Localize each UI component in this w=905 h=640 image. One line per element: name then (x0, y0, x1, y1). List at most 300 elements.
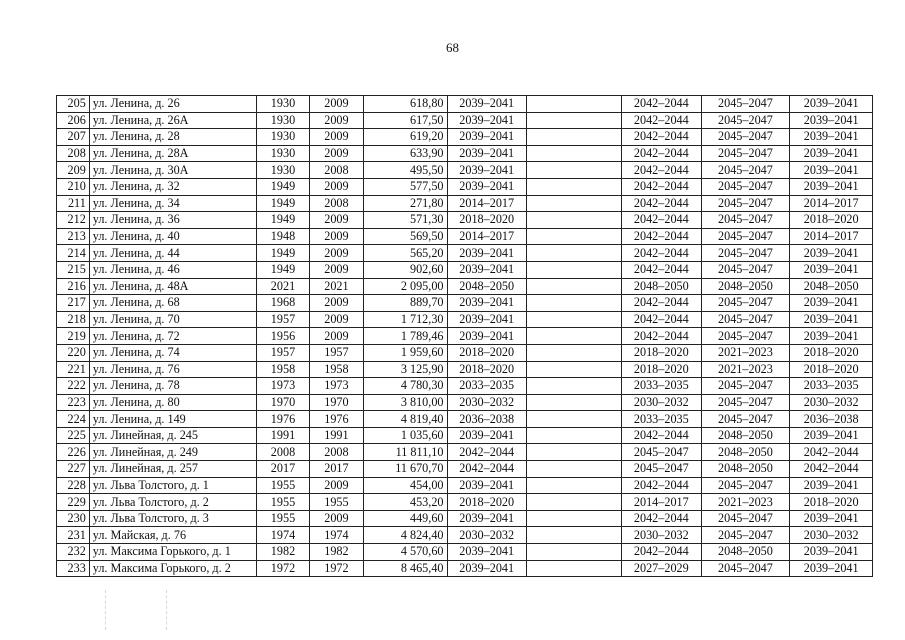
cell-address: ул. Ленина, д. 46 (89, 261, 256, 278)
table-row (57, 96, 873, 113)
cell-period-5: 2030–2032 (790, 527, 873, 544)
cell-area: 1 035,60 (363, 427, 447, 444)
cell-year-overhaul: 2009 (309, 295, 363, 312)
cell-row-number: 219 (57, 328, 90, 345)
cell-address: ул. Льва Толстого, д. 3 (89, 510, 256, 527)
cell-year-overhaul: 2008 (309, 444, 363, 461)
cell-address: ул. Линейная, д. 249 (89, 444, 256, 461)
cell-year-built: 1955 (257, 510, 310, 527)
cell-address: ул. Ленина, д. 34 (89, 195, 256, 212)
cell-address: ул. Максима Горького, д. 1 (89, 544, 256, 561)
cell-year-overhaul: 2009 (309, 328, 363, 345)
cell-period-1: 2039–2041 (447, 145, 526, 162)
cell-address: ул. Ленина, д. 26А (89, 112, 256, 129)
cell-area: 1 789,46 (363, 328, 447, 345)
cell-area: 11 811,10 (363, 444, 447, 461)
cell-period-1: 2039–2041 (447, 96, 526, 113)
table-row (57, 427, 873, 444)
cell-year-overhaul: 2009 (309, 178, 363, 195)
cell-area: 889,70 (363, 295, 447, 312)
cell-year-built: 1930 (257, 145, 310, 162)
table-row (57, 544, 873, 561)
cell-period-1: 2014–2017 (447, 195, 526, 212)
table-row (57, 444, 873, 461)
cell-period-5: 2039–2041 (790, 427, 873, 444)
cell-period-3: 2045–2047 (622, 444, 701, 461)
cell-period-3: 2027–2029 (622, 560, 701, 577)
cell-row-number: 229 (57, 494, 90, 511)
building-registry-table (56, 95, 873, 577)
cell-period-3: 2042–2044 (622, 427, 701, 444)
cell-period-2 (526, 427, 621, 444)
cell-row-number: 213 (57, 228, 90, 245)
cell-address: ул. Ленина, д. 26 (89, 96, 256, 113)
table-row (57, 245, 873, 262)
cell-period-3: 2018–2020 (622, 361, 701, 378)
cell-year-built: 1976 (257, 411, 310, 428)
cell-period-4: 2021–2023 (701, 494, 790, 511)
cell-year-overhaul: 2008 (309, 195, 363, 212)
cell-period-5: 2039–2041 (790, 129, 873, 146)
cell-period-1: 2018–2020 (447, 344, 526, 361)
table-row (57, 510, 873, 527)
cell-address: ул. Ленина, д. 32 (89, 178, 256, 195)
cell-area: 271,80 (363, 195, 447, 212)
cell-year-built: 1968 (257, 295, 310, 312)
cell-period-1: 2039–2041 (447, 162, 526, 179)
cell-area: 902,60 (363, 261, 447, 278)
cell-period-5: 2033–2035 (790, 378, 873, 395)
cell-year-built: 1949 (257, 245, 310, 262)
cell-period-3: 2042–2044 (622, 328, 701, 345)
cell-period-1: 2039–2041 (447, 311, 526, 328)
cell-period-4: 2045–2047 (701, 560, 790, 577)
cell-address: ул. Ленина, д. 30А (89, 162, 256, 179)
cell-row-number: 224 (57, 411, 90, 428)
cell-area: 565,20 (363, 245, 447, 262)
cell-year-overhaul: 1957 (309, 344, 363, 361)
cell-year-overhaul: 1991 (309, 427, 363, 444)
cell-address: ул. Ленина, д. 36 (89, 212, 256, 229)
cell-period-2 (526, 344, 621, 361)
cell-row-number: 227 (57, 461, 90, 478)
table-row (57, 477, 873, 494)
cell-row-number: 226 (57, 444, 90, 461)
cell-area: 617,50 (363, 112, 447, 129)
cell-period-5: 2039–2041 (790, 560, 873, 577)
cell-period-3: 2048–2050 (622, 278, 701, 295)
cell-period-3: 2042–2044 (622, 129, 701, 146)
cell-period-1: 2039–2041 (447, 328, 526, 345)
cell-period-2 (526, 394, 621, 411)
scan-artifact (105, 590, 167, 630)
cell-area: 577,50 (363, 178, 447, 195)
cell-period-2 (526, 411, 621, 428)
table-row (57, 494, 873, 511)
cell-row-number: 207 (57, 129, 90, 146)
cell-year-overhaul: 2009 (309, 212, 363, 229)
cell-period-4: 2045–2047 (701, 261, 790, 278)
cell-area: 633,90 (363, 145, 447, 162)
cell-period-3: 2042–2044 (622, 112, 701, 129)
table-row (57, 328, 873, 345)
cell-period-1: 2030–2032 (447, 394, 526, 411)
cell-area: 4 824,40 (363, 527, 447, 544)
cell-area: 454,00 (363, 477, 447, 494)
cell-period-3: 2033–2035 (622, 411, 701, 428)
cell-period-4: 2045–2047 (701, 96, 790, 113)
cell-period-2 (526, 195, 621, 212)
cell-area: 2 095,00 (363, 278, 447, 295)
cell-period-1: 2039–2041 (447, 295, 526, 312)
cell-period-3: 2042–2044 (622, 544, 701, 561)
cell-period-5: 2039–2041 (790, 112, 873, 129)
cell-period-3: 2042–2044 (622, 311, 701, 328)
cell-period-2 (526, 129, 621, 146)
cell-period-5: 2039–2041 (790, 96, 873, 113)
cell-period-2 (526, 494, 621, 511)
cell-period-1: 2039–2041 (447, 477, 526, 494)
cell-period-4: 2045–2047 (701, 510, 790, 527)
cell-address: ул. Ленина, д. 76 (89, 361, 256, 378)
cell-period-4: 2048–2050 (701, 544, 790, 561)
cell-period-5: 2030–2032 (790, 394, 873, 411)
cell-period-4: 2045–2047 (701, 411, 790, 428)
table-row (57, 261, 873, 278)
cell-period-3: 2042–2044 (622, 245, 701, 262)
cell-period-4: 2045–2047 (701, 178, 790, 195)
cell-row-number: 205 (57, 96, 90, 113)
cell-year-built: 1949 (257, 195, 310, 212)
cell-year-overhaul: 2009 (309, 245, 363, 262)
cell-period-3: 2042–2044 (622, 228, 701, 245)
cell-period-5: 2036–2038 (790, 411, 873, 428)
cell-period-4: 2045–2047 (701, 527, 790, 544)
cell-area: 571,30 (363, 212, 447, 229)
cell-period-3: 2042–2044 (622, 96, 701, 113)
table-row (57, 212, 873, 229)
cell-row-number: 217 (57, 295, 90, 312)
cell-period-5: 2039–2041 (790, 311, 873, 328)
cell-address: ул. Ленина, д. 28А (89, 145, 256, 162)
cell-year-built: 1955 (257, 494, 310, 511)
cell-year-built: 2008 (257, 444, 310, 461)
cell-address: ул. Ленина, д. 48А (89, 278, 256, 295)
cell-period-2 (526, 510, 621, 527)
cell-address: ул. Ленина, д. 40 (89, 228, 256, 245)
cell-year-built: 1974 (257, 527, 310, 544)
cell-period-2 (526, 228, 621, 245)
cell-year-overhaul: 1976 (309, 411, 363, 428)
cell-area: 1 712,30 (363, 311, 447, 328)
cell-period-1: 2039–2041 (447, 427, 526, 444)
cell-period-2 (526, 444, 621, 461)
table-row (57, 162, 873, 179)
cell-period-1: 2048–2050 (447, 278, 526, 295)
table-row (57, 311, 873, 328)
table-row (57, 178, 873, 195)
cell-row-number: 221 (57, 361, 90, 378)
cell-period-2 (526, 378, 621, 395)
cell-period-2 (526, 461, 621, 478)
cell-row-number: 223 (57, 394, 90, 411)
cell-year-built: 1958 (257, 361, 310, 378)
cell-address: ул. Ленина, д. 78 (89, 378, 256, 395)
cell-year-built: 2017 (257, 461, 310, 478)
cell-year-built: 1956 (257, 328, 310, 345)
cell-address: ул. Линейная, д. 257 (89, 461, 256, 478)
cell-period-3: 2033–2035 (622, 378, 701, 395)
cell-area: 11 670,70 (363, 461, 447, 478)
cell-period-1: 2018–2020 (447, 361, 526, 378)
cell-area: 4 780,30 (363, 378, 447, 395)
cell-row-number: 222 (57, 378, 90, 395)
cell-period-4: 2045–2047 (701, 245, 790, 262)
cell-period-3: 2042–2044 (622, 261, 701, 278)
cell-period-2 (526, 212, 621, 229)
cell-year-built: 1957 (257, 344, 310, 361)
cell-period-1: 2036–2038 (447, 411, 526, 428)
cell-year-built: 1930 (257, 96, 310, 113)
cell-address: ул. Линейная, д. 245 (89, 427, 256, 444)
table-row (57, 394, 873, 411)
cell-period-5: 2039–2041 (790, 544, 873, 561)
cell-period-2 (526, 178, 621, 195)
cell-row-number: 214 (57, 245, 90, 262)
cell-period-4: 2045–2047 (701, 477, 790, 494)
cell-area: 618,80 (363, 96, 447, 113)
cell-period-5: 2039–2041 (790, 178, 873, 195)
cell-period-3: 2042–2044 (622, 510, 701, 527)
cell-period-1: 2033–2035 (447, 378, 526, 395)
cell-period-2 (526, 96, 621, 113)
cell-period-3: 2030–2032 (622, 394, 701, 411)
cell-period-1: 2018–2020 (447, 494, 526, 511)
cell-period-3: 2030–2032 (622, 527, 701, 544)
cell-period-3: 2042–2044 (622, 477, 701, 494)
cell-period-4: 2021–2023 (701, 344, 790, 361)
cell-period-3: 2018–2020 (622, 344, 701, 361)
cell-year-built: 1957 (257, 311, 310, 328)
cell-row-number: 216 (57, 278, 90, 295)
cell-period-5: 2014–2017 (790, 228, 873, 245)
cell-row-number: 210 (57, 178, 90, 195)
cell-address: ул. Ленина, д. 70 (89, 311, 256, 328)
cell-area: 453,20 (363, 494, 447, 511)
cell-row-number: 218 (57, 311, 90, 328)
cell-year-overhaul: 2009 (309, 311, 363, 328)
cell-period-4: 2045–2047 (701, 378, 790, 395)
table-row (57, 228, 873, 245)
cell-row-number: 220 (57, 344, 90, 361)
cell-period-2 (526, 261, 621, 278)
cell-period-4: 2048–2050 (701, 461, 790, 478)
cell-row-number: 231 (57, 527, 90, 544)
cell-period-4: 2048–2050 (701, 444, 790, 461)
cell-year-built: 1948 (257, 228, 310, 245)
table-row (57, 344, 873, 361)
cell-period-3: 2042–2044 (622, 145, 701, 162)
table-row (57, 560, 873, 577)
cell-area: 4 570,60 (363, 544, 447, 561)
cell-year-overhaul: 2017 (309, 461, 363, 478)
cell-row-number: 212 (57, 212, 90, 229)
cell-area: 569,50 (363, 228, 447, 245)
cell-address: ул. Льва Толстого, д. 2 (89, 494, 256, 511)
cell-address: ул. Ленина, д. 72 (89, 328, 256, 345)
cell-period-4: 2045–2047 (701, 195, 790, 212)
cell-period-1: 2039–2041 (447, 112, 526, 129)
cell-period-4: 2048–2050 (701, 278, 790, 295)
table-row (57, 411, 873, 428)
cell-row-number: 209 (57, 162, 90, 179)
cell-period-2 (526, 162, 621, 179)
cell-year-overhaul: 1982 (309, 544, 363, 561)
cell-year-overhaul: 2009 (309, 228, 363, 245)
cell-row-number: 225 (57, 427, 90, 444)
cell-year-built: 1930 (257, 112, 310, 129)
page-number: 68 (446, 40, 459, 55)
cell-period-5: 2039–2041 (790, 477, 873, 494)
cell-row-number: 208 (57, 145, 90, 162)
cell-period-2 (526, 527, 621, 544)
cell-period-3: 2042–2044 (622, 212, 701, 229)
cell-year-overhaul: 1973 (309, 378, 363, 395)
cell-period-1: 2039–2041 (447, 178, 526, 195)
cell-period-1: 2042–2044 (447, 461, 526, 478)
cell-period-2 (526, 361, 621, 378)
cell-period-5: 2039–2041 (790, 328, 873, 345)
table-row (57, 145, 873, 162)
cell-year-built: 1955 (257, 477, 310, 494)
cell-period-5: 2039–2041 (790, 145, 873, 162)
cell-period-1: 2039–2041 (447, 261, 526, 278)
cell-period-3: 2045–2047 (622, 461, 701, 478)
cell-address: ул. Ленина, д. 80 (89, 394, 256, 411)
cell-area: 495,50 (363, 162, 447, 179)
cell-period-5: 2039–2041 (790, 162, 873, 179)
cell-period-1: 2039–2041 (447, 544, 526, 561)
cell-address: ул. Майская, д. 76 (89, 527, 256, 544)
cell-period-5: 2039–2041 (790, 261, 873, 278)
cell-period-5: 2014–2017 (790, 195, 873, 212)
cell-period-5: 2039–2041 (790, 510, 873, 527)
cell-period-5: 2042–2044 (790, 461, 873, 478)
cell-period-2 (526, 544, 621, 561)
cell-area: 449,60 (363, 510, 447, 527)
cell-period-5: 2039–2041 (790, 245, 873, 262)
cell-year-overhaul: 2009 (309, 129, 363, 146)
table-row (57, 129, 873, 146)
table-row (57, 527, 873, 544)
cell-period-2 (526, 278, 621, 295)
cell-address: ул. Ленина, д. 68 (89, 295, 256, 312)
cell-address: ул. Максима Горького, д. 2 (89, 560, 256, 577)
cell-period-2 (526, 328, 621, 345)
cell-period-1: 2014–2017 (447, 228, 526, 245)
cell-row-number: 230 (57, 510, 90, 527)
cell-area: 4 819,40 (363, 411, 447, 428)
cell-year-built: 1991 (257, 427, 310, 444)
cell-period-5: 2039–2041 (790, 295, 873, 312)
cell-period-5: 2018–2020 (790, 344, 873, 361)
cell-period-1: 2039–2041 (447, 129, 526, 146)
table-row (57, 112, 873, 129)
cell-period-5: 2018–2020 (790, 212, 873, 229)
cell-period-2 (526, 112, 621, 129)
cell-period-4: 2021–2023 (701, 361, 790, 378)
cell-year-built: 1949 (257, 178, 310, 195)
cell-period-1: 2039–2041 (447, 560, 526, 577)
table-row (57, 461, 873, 478)
table-row (57, 378, 873, 395)
cell-period-1: 2039–2041 (447, 245, 526, 262)
cell-period-2 (526, 145, 621, 162)
cell-period-1: 2030–2032 (447, 527, 526, 544)
cell-year-overhaul: 2009 (309, 261, 363, 278)
cell-period-4: 2045–2047 (701, 112, 790, 129)
cell-area: 619,20 (363, 129, 447, 146)
cell-period-4: 2045–2047 (701, 129, 790, 146)
cell-period-1: 2039–2041 (447, 510, 526, 527)
cell-year-overhaul: 2009 (309, 145, 363, 162)
cell-year-built: 1982 (257, 544, 310, 561)
cell-period-1: 2018–2020 (447, 212, 526, 229)
cell-row-number: 215 (57, 261, 90, 278)
cell-period-4: 2048–2050 (701, 427, 790, 444)
cell-year-built: 1970 (257, 394, 310, 411)
cell-period-5: 2048–2050 (790, 278, 873, 295)
cell-area: 3 125,90 (363, 361, 447, 378)
cell-period-4: 2045–2047 (701, 394, 790, 411)
cell-year-built: 1930 (257, 162, 310, 179)
cell-year-overhaul: 2009 (309, 510, 363, 527)
table-row (57, 361, 873, 378)
cell-year-overhaul: 2009 (309, 96, 363, 113)
cell-year-overhaul: 2021 (309, 278, 363, 295)
cell-period-2 (526, 295, 621, 312)
table-row (57, 295, 873, 312)
cell-year-overhaul: 2009 (309, 477, 363, 494)
cell-period-3: 2042–2044 (622, 295, 701, 312)
cell-period-4: 2045–2047 (701, 328, 790, 345)
cell-address: ул. Ленина, д. 44 (89, 245, 256, 262)
cell-area: 3 810,00 (363, 394, 447, 411)
cell-period-4: 2045–2047 (701, 162, 790, 179)
cell-year-built: 1949 (257, 212, 310, 229)
cell-year-overhaul: 1974 (309, 527, 363, 544)
cell-year-overhaul: 1958 (309, 361, 363, 378)
cell-year-overhaul: 1972 (309, 560, 363, 577)
cell-period-5: 2042–2044 (790, 444, 873, 461)
cell-row-number: 228 (57, 477, 90, 494)
cell-year-overhaul: 1970 (309, 394, 363, 411)
cell-address: ул. Ленина, д. 149 (89, 411, 256, 428)
cell-period-3: 2042–2044 (622, 162, 701, 179)
cell-period-5: 2018–2020 (790, 361, 873, 378)
cell-period-1: 2042–2044 (447, 444, 526, 461)
cell-period-4: 2045–2047 (701, 311, 790, 328)
cell-period-5: 2018–2020 (790, 494, 873, 511)
cell-address: ул. Ленина, д. 74 (89, 344, 256, 361)
cell-year-overhaul: 1955 (309, 494, 363, 511)
cell-year-overhaul: 2008 (309, 162, 363, 179)
table-body (57, 96, 873, 577)
cell-row-number: 211 (57, 195, 90, 212)
cell-period-4: 2045–2047 (701, 228, 790, 245)
cell-address: ул. Ленина, д. 28 (89, 129, 256, 146)
cell-period-2 (526, 477, 621, 494)
